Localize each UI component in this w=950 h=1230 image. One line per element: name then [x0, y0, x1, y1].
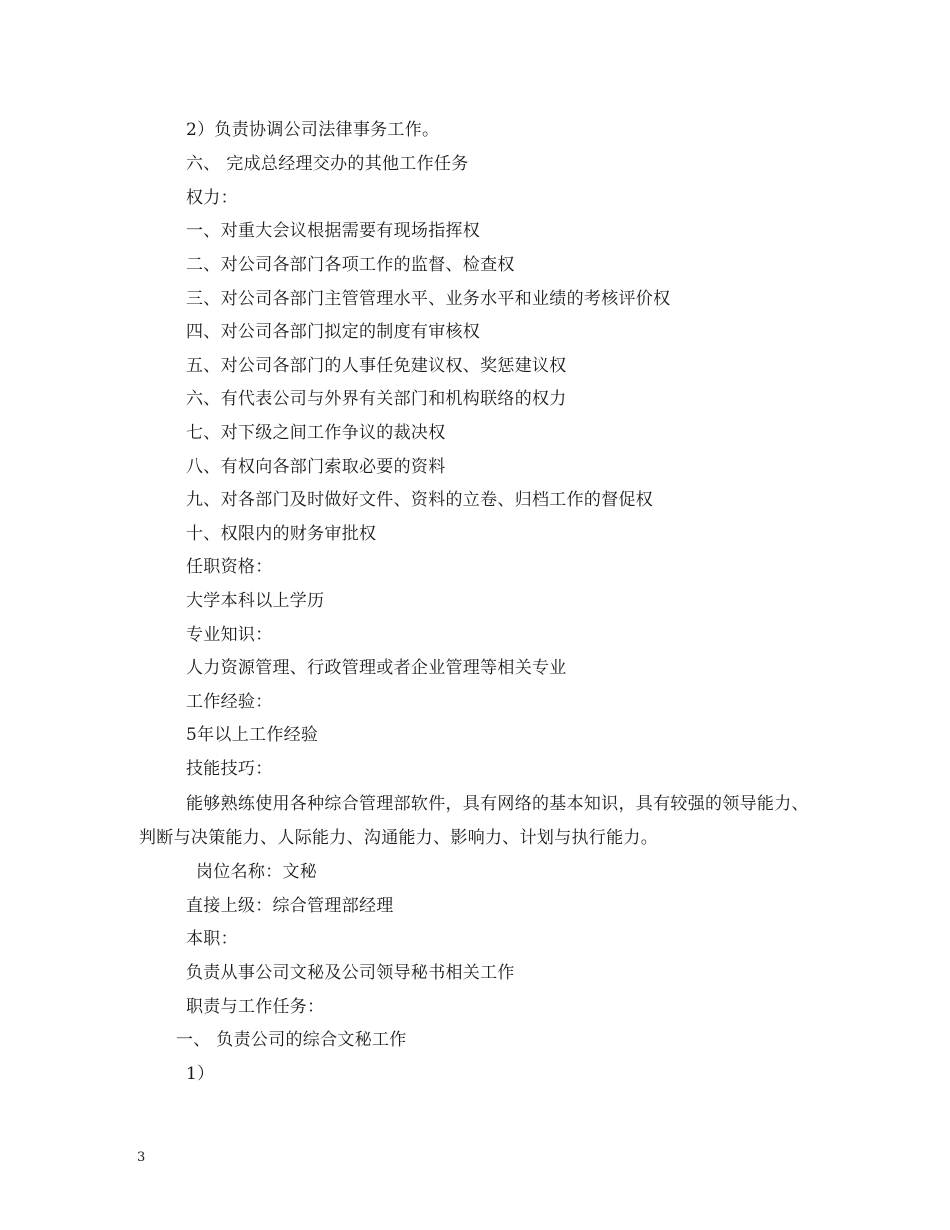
text-line: 六、 完成总经理交办的其他工作任务 [186, 154, 469, 174]
section-heading: 任职资格： [186, 557, 273, 577]
section-heading: 权力： [186, 188, 238, 208]
text-line: 人力资源管理、行政管理或者企业管理等相关专业 [186, 658, 567, 678]
list-item: 四、对公司各部门拟定的制度有审核权 [186, 322, 481, 342]
text-line: 直接上级：综合管理部经理 [186, 896, 394, 916]
paragraph: 能够熟练使用各种综合管理部软件，具有网络的基本知识，具有较强的领导能力、判断与决策能力、人际能力、沟通能力、影响力、计划与执行能力。 [139, 794, 809, 848]
text-line: 负责从事公司文秘及公司领导秘书相关工作 [186, 963, 515, 983]
list-item: 十、权限内的财务审批权 [186, 524, 377, 544]
section-heading: 技能技巧： [186, 759, 273, 779]
list-item: 九、对各部门及时做好文件、资料的立卷、归档工作的督促权 [186, 490, 654, 510]
text-line: 2）负责协调公司法律事务工作。 [186, 120, 440, 140]
list-item: 一、 负责公司的综合文秘工作 [176, 1030, 407, 1050]
section-heading: 专业知识： [186, 625, 273, 645]
section-heading: 工作经验： [186, 692, 273, 712]
list-item: 五、对公司各部门的人事任免建议权、奖惩建议权 [186, 356, 567, 376]
text-line: 大学本科以上学历 [186, 591, 325, 611]
section-heading: 本职： [186, 929, 238, 949]
list-item: 八、有权向各部门索取必要的资料 [186, 457, 446, 477]
text-line: 5年以上工作经验 [186, 725, 319, 745]
list-item: 三、对公司各部门主管管理水平、业务水平和业绩的考核评价权 [186, 289, 671, 309]
list-item: 二、对公司各部门各项工作的监督、检查权 [186, 255, 515, 275]
text-line: 岗位名称：文秘 [196, 862, 318, 882]
list-item: 六、有代表公司与外界有关部门和机构联络的权力 [186, 389, 567, 409]
list-item: 一、对重大会议根据需要有现场指挥权 [186, 221, 481, 241]
page-number: 3 [137, 1150, 146, 1165]
list-item: 七、对下级之间工作争议的裁决权 [186, 423, 446, 443]
section-heading: 职责与工作任务： [186, 997, 325, 1017]
list-item: 1） [186, 1064, 215, 1084]
